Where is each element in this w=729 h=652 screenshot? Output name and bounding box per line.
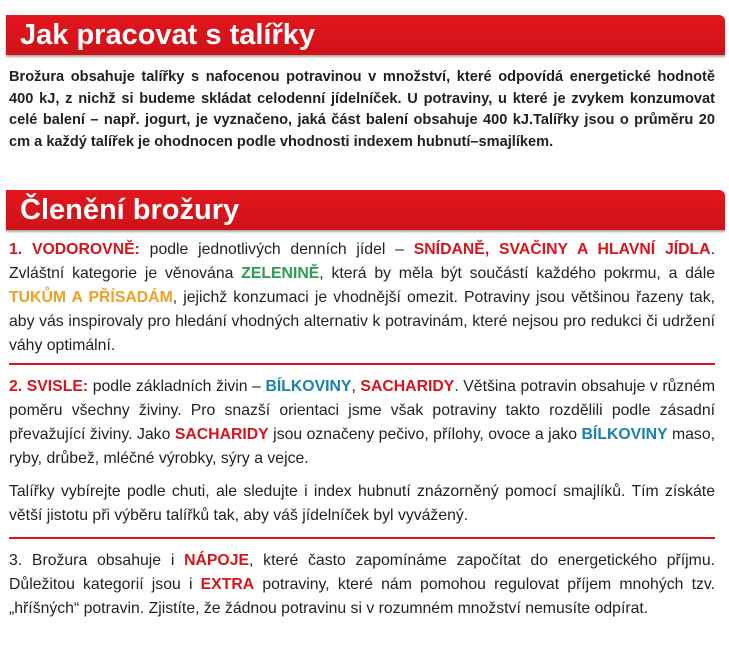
label-vertical: 2. SVISLE: xyxy=(9,378,89,395)
divider xyxy=(9,363,715,365)
text: potraviny, které nám pomohou regulovat příjem mnohých tzv. „hříšných“ potravin. Zjistíte, že žádnou potravinu si v rozumném množství nemusíte odpírat. xyxy=(9,576,715,617)
keyword-proteins: BÍLKOVINY xyxy=(265,378,352,395)
text: . Zvláštní kategorie je věnována xyxy=(9,241,715,282)
keyword-vegetables: ZELENINĚ xyxy=(241,265,320,282)
keyword-drinks: NÁPOJE xyxy=(184,552,250,569)
keyword-meals: SNÍDANĚ, SVAČINY A HLAVNÍ JÍDLA xyxy=(413,241,711,258)
text: maso, ryby, drůbež, mléčné výrobky, sýry a vejce. xyxy=(9,426,715,467)
keyword-carbohydrates: SACHARIDY xyxy=(174,426,269,443)
intro-paragraph: Brožura obsahuje talířky s nafocenou potravinou v množství, které odpovídá energetické hodnotě 400 kJ, z nichž si budeme skládat celodenní jídelníček. U potraviny, u které je zvykem konzumovat celé balení – např. jogurt, je vyznačeno, jaká část balení obsahuje 400 kJ.Talířky jsou o průměru 20 cm a každý talířek je ohodnocen podle vhodnosti indexem hubnutí–smajlíkem. xyxy=(9,69,715,150)
section-title-how-to: Jak pracovat s talířky xyxy=(20,19,316,51)
section-banner-structure xyxy=(6,190,725,230)
section-title-structure: Členění brožury xyxy=(20,194,240,226)
divider xyxy=(9,537,715,539)
keyword-proteins: BÍLKOVINY xyxy=(581,426,668,443)
text: podle jednotlivých denních jídel – xyxy=(139,241,414,258)
text: jsou označeny pečivo, přílohy, ovoce a jako xyxy=(268,426,582,443)
keyword-carbohydrates: SACHARIDY xyxy=(360,378,455,395)
paragraph-vertical xyxy=(9,375,715,471)
text: 3. Brožura obsahuje i xyxy=(9,552,185,569)
text: podle základních živin – xyxy=(88,378,266,395)
text: , které často zapomínáme započítat do energetického příjmu. Důležitou kategorií jsou i xyxy=(9,552,715,593)
paragraph-horizontal xyxy=(9,238,715,358)
paragraph-drinks-extra xyxy=(9,549,715,621)
keyword-extra: EXTRA xyxy=(200,576,255,593)
text: , xyxy=(351,378,361,395)
text: , která by měla být součástí každého pokrmu, a dále xyxy=(319,265,715,282)
paragraph-smiley-note: Talířky vybírejte podle chuti, ale sledujte i index hubnutí znázorněný pomocí smajlíků. Tím získáte větší jistotu při výběru talířků tak, aby váš jídelníček byl vyvážený. xyxy=(9,483,715,524)
text: , jejichž konzumaci je vhodnější omezit. Potraviny jsou většinou řazeny tak, aby vás inspirovaly pro hledání vhodných alternativ k potravinám, které nejsou pro redukci či udržení váhy optimální. xyxy=(9,289,715,354)
label-horizontal: 1. VODOROVNĚ: xyxy=(9,241,140,258)
keyword-fats: TUKŮM A PŘÍSADÁM xyxy=(9,289,173,306)
section-banner-how-to xyxy=(6,15,725,55)
text: . Většina potravin obsahuje v různém poměru všechny živiny. Pro snazší orientaci jsme však potraviny takto rozdělili podle zásadní převažující živiny. Jako xyxy=(9,378,716,443)
